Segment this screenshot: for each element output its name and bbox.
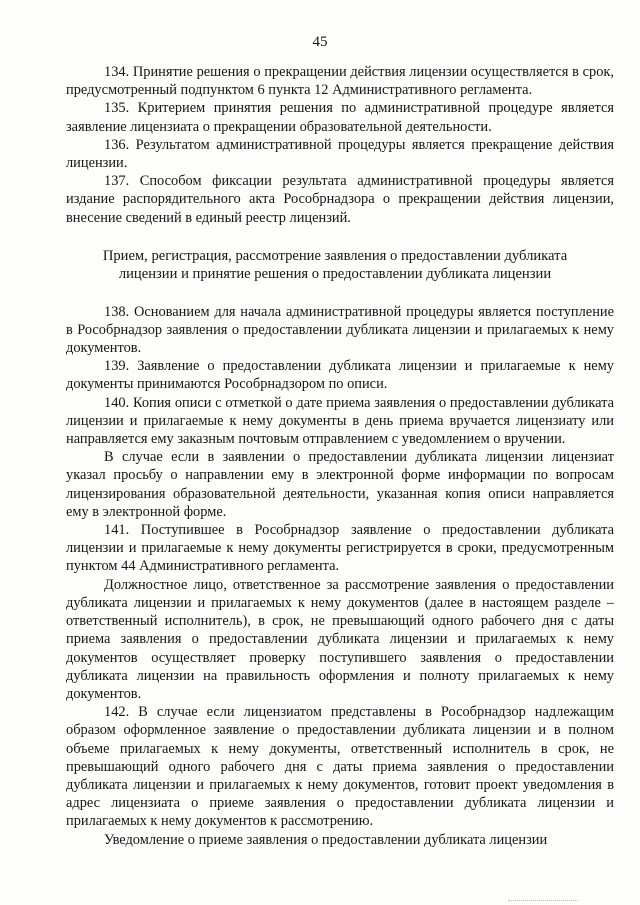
paragraph-138: 138. Основанием для начала административной процедуры является поступление в Рособрнадзор заявления о предоставлении дубликата лицензии и прилагаемых к нему документов. <box>66 303 614 357</box>
scan-artifact <box>508 898 578 901</box>
paragraph-141: 141. Поступившее в Рособрнадзор заявление о предоставлении дубликата лицензии и прилагаемые к нему документы регистрируется в сроки, предусмотренным пунктом 44 Административного регламента. <box>66 522 614 575</box>
paragraph-142: 142. В случае если лицензиатом представлены в Рособрнадзор надлежащим образом оформленное заявление о предоставлении дубликата лицензии и в полном объеме прилагаемых к нему документы, ответственный исполнитель в срок, не превышающий одного рабочего дня с даты приема заявления о предоставлении дубликата лицензии и прилагаемых к нему документов, готовит проект уведомления в адрес лицензиата о приеме заявления о предоставлении дубликата лицензии и прилагаемых к нему документов к рассмотрению. <box>66 704 614 830</box>
section-heading-line-1: Прием, регистрация, рассмотрение заявления о предоставлении дубликата <box>102 247 568 264</box>
section-heading-line-2: лицензии и принятие решения о предоставлении дубликата лицензии <box>118 266 552 283</box>
paragraph-141-continuation: Должностное лицо, ответственное за рассмотрение заявления о предоставлении дубликата лицензии и прилагаемых к нему документов (далее в настоящем разделе – ответственный исполнитель), в срок, не превышающий одного рабочего дня с даты приема заявления о предоставлении дубликата лицензии и прилагаемых к нему документов осуществляет проверку поступившего заявления о предоставлении дубликата лицензии на правильность оформления и полноту прилагаемых к нему документов. <box>66 576 614 702</box>
paragraph-140: 140. Копия описи с отметкой о дате приема заявления о предоставлении дубликата лицензии и прилагаемые к нему документы в день приема вручается лицензиату или направляется ему заказным почтовым отправлением с уведомлением о вручении. <box>66 394 614 448</box>
paragraph-134: 134. Принятие решения о прекращении действия лицензии осуществляется в срок, предусмотренный подпунктом 6 пункта 12 Административного регламента. <box>66 64 614 99</box>
paragraph-135: 135. Критерием принятия решения по административной процедуре является заявление лицензиата о прекращении образовательной деятельности. <box>66 100 614 135</box>
paragraph-136: 136. Результатом административной процедуры является прекращение действия лицензии. <box>66 136 614 172</box>
page-number: 45 <box>312 34 328 50</box>
paragraph-140-continuation: В случае если в заявлении о предоставлении дубликата лицензии лицензиат указал просьбу о направлении ему в электронной форме информации по вопросам лицензирования образовательной деятельности, указанная копия описи направляется ему в электронной форме. <box>66 449 614 520</box>
paragraph-142-continuation: Уведомление о приеме заявления о предоставлении дубликата лицензии <box>104 831 548 848</box>
paragraph-139: 139. Заявление о предоставлении дубликата лицензии и прилагаемые к нему документы принимаются Рособрнадзором по описи. <box>66 358 614 393</box>
paragraph-137: 137. Способом фиксации результата административной процедуры является издание распорядительного акта Рособрнадзора о прекращении действия лицензии, внесение сведений в единый реестр лицензий. <box>66 173 614 226</box>
document-body <box>66 63 614 849</box>
section-heading <box>66 247 614 284</box>
